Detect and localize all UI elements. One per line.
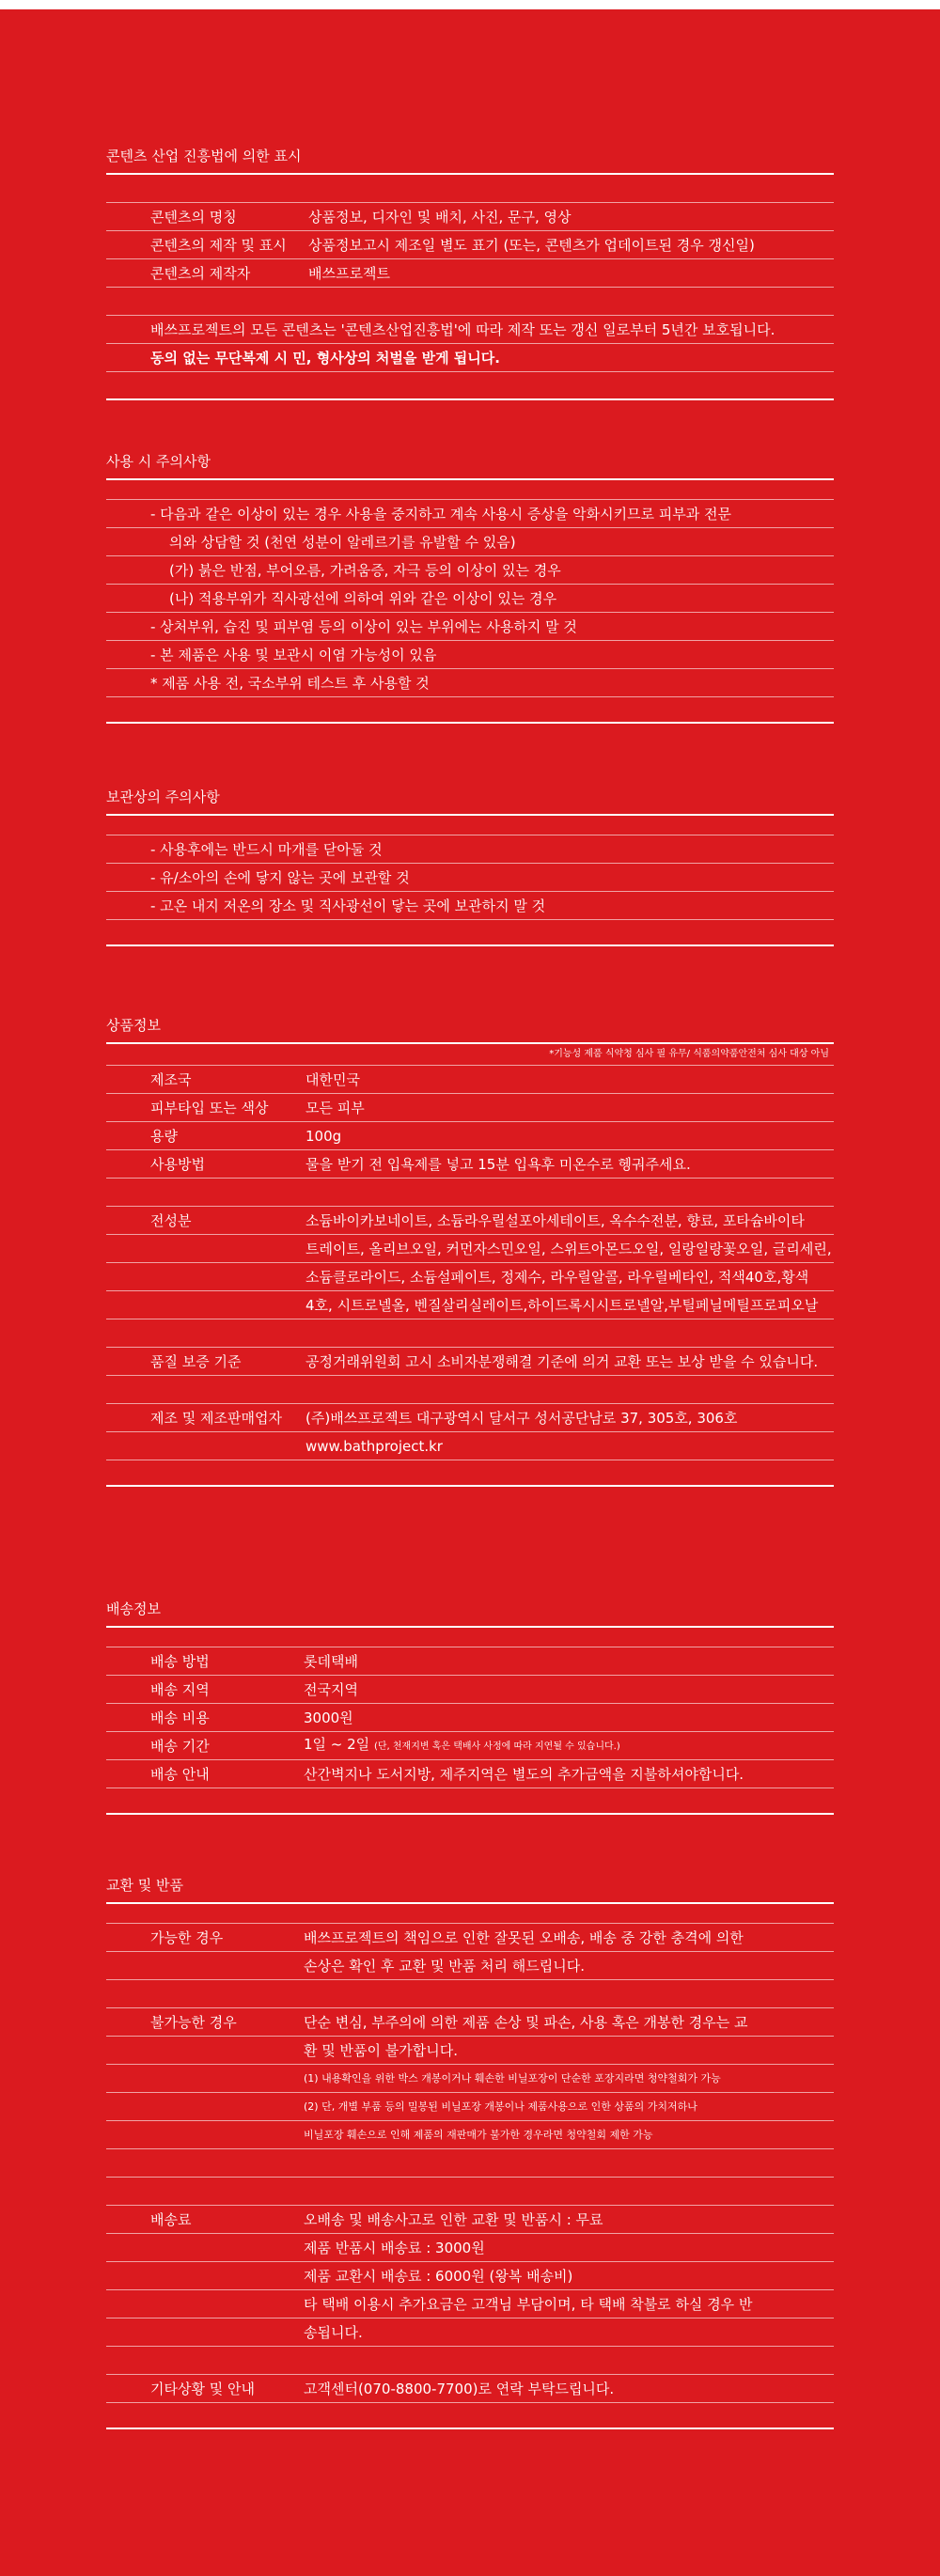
row-label: 피부타입 또는 색상 xyxy=(150,1099,269,1116)
info-row xyxy=(106,1263,834,1291)
row-value: 100g xyxy=(306,1127,342,1145)
row-value: 물을 받기 전 입욕제를 넣고 15분 입욕후 미온수로 헹궈주세요. xyxy=(306,1155,691,1173)
blank-row xyxy=(106,1179,834,1207)
section-title: 상품정보 xyxy=(106,1017,161,1034)
blank-row xyxy=(106,175,834,203)
blank-row xyxy=(106,1628,834,1647)
content-notice-section xyxy=(106,147,834,400)
blank-row xyxy=(106,1319,834,1348)
info-row xyxy=(106,1647,834,1676)
blank-row xyxy=(106,288,834,316)
storage-text: - 유/소아의 손에 닿지 않는 곳에 보관할 것 xyxy=(150,868,410,886)
section-title: 보관상의 주의사항 xyxy=(106,788,220,805)
blank-row xyxy=(106,1904,834,1924)
notice-warning: 동의 없는 무단복제 시 민, 형사상의 처벌을 받게 됩니다. xyxy=(150,349,500,367)
blank-row xyxy=(106,2347,834,2375)
blank-row xyxy=(106,2403,834,2428)
row-value: 손상은 확인 후 교환 및 반품 처리 해드립니다. xyxy=(304,1957,585,1975)
product-info-section xyxy=(106,1016,834,1487)
section-end-rule xyxy=(106,1813,834,1815)
caution-text: - 다음과 같은 이상이 있는 경우 사용을 중지하고 계속 사용시 증상을 악화시키므로 피부과 전문 xyxy=(150,505,732,523)
row-label: 배송 비용 xyxy=(150,1709,210,1726)
row-label: 용량 xyxy=(150,1127,178,1145)
row-value: 고객센터(070-8800-7700)로 연락 부탁드립니다. xyxy=(304,2380,615,2397)
info-row xyxy=(106,1235,834,1263)
row-label: 사용방법 xyxy=(150,1155,205,1173)
blank-row xyxy=(106,1460,834,1485)
row-label: 배송 방법 xyxy=(150,1652,210,1670)
section-end-rule xyxy=(106,945,834,946)
info-row xyxy=(106,1348,834,1376)
ingredients-text: 소듐바이카보네이트, 소듐라우릴설포아세테이트, 옥수수전분, 향료, 포타슘바이타 xyxy=(306,1211,805,1229)
info-row xyxy=(106,1760,834,1788)
row-value: 송됩니다. xyxy=(304,2323,363,2341)
row-value: 제품 교환시 배송료 : 6000원 (왕복 배송비) xyxy=(304,2267,573,2285)
section-title: 콘텐츠 산업 진흥법에 의한 표시 xyxy=(106,148,302,164)
caution-text: 의와 상담할 것 (천연 성분이 알레르기를 유발할 수 있음) xyxy=(169,533,516,551)
blank-row xyxy=(106,2149,834,2178)
section-end-rule xyxy=(106,1485,834,1487)
caution-line xyxy=(106,500,834,528)
row-value xyxy=(304,1735,834,1756)
info-row xyxy=(106,1676,834,1704)
shipping-period-note: (단, 천재지변 혹은 택배사 사정에 따라 지연될 수 있습니다.) xyxy=(373,1741,620,1752)
row-note: 비닐포장 훼손으로 인해 제품의 재판매가 불가한 경우라면 청약철회 제한 가능 xyxy=(304,2128,653,2141)
blank-row xyxy=(106,697,834,722)
product-info-note: *기능성 제품 식약청 심사 필 유무/ 식품의약품안전처 심사 대상 아님 xyxy=(106,1044,834,1066)
row-value: 환 및 반품이 불가합니다. xyxy=(304,2041,458,2059)
ingredients-text: 소듐클로라이드, 소듐설페이트, 정제수, 라우릴알콜, 라우릴베타인, 적색40호,황색 xyxy=(306,1268,809,1286)
row-value: 제품 반품시 배송료 : 3000원 xyxy=(304,2239,485,2256)
row-value: 배쓰프로젝트 xyxy=(308,264,390,282)
storage-line xyxy=(106,835,834,864)
row-label: 품질 보증 기준 xyxy=(150,1352,242,1370)
ingredients-text: 트레이트, 올리브오일, 커먼자스민오일, 스위트아몬드오일, 일랑일랑꽃오일, 글리세린, xyxy=(306,1240,832,1257)
row-value: (주)배쓰프로젝트 대구광역시 달서구 성서공단남로 37, 305호, 306호 xyxy=(306,1409,738,1427)
row-value: 배쓰프로젝트의 책임으로 인한 잘못된 오배송, 배송 중 강한 충격에 의한 xyxy=(304,1928,744,1946)
info-row xyxy=(106,231,834,259)
row-label: 가능한 경우 xyxy=(150,1928,224,1946)
info-row xyxy=(106,1924,834,1952)
info-row xyxy=(106,2121,834,2149)
row-note: (1) 내용확인을 위한 박스 개봉이거나 훼손한 비닐포장이 단순한 포장지라면 청약철회가 가능 xyxy=(304,2071,721,2084)
blank-row xyxy=(106,816,834,835)
top-white-bar xyxy=(0,0,940,9)
info-row xyxy=(106,1094,834,1122)
row-label: 배송 지역 xyxy=(150,1680,210,1698)
section-end-rule xyxy=(106,398,834,400)
row-label: 배송료 xyxy=(150,2210,192,2228)
row-label: 전성분 xyxy=(150,1211,192,1229)
blank-row xyxy=(106,920,834,945)
info-row xyxy=(106,1952,834,1980)
row-value: 상품정보고시 제조일 별도 표기 (또는, 콘텐츠가 업데이트된 경우 갱신일) xyxy=(308,236,755,254)
row-label: 배송 안내 xyxy=(150,1765,210,1783)
storage-text: - 사용후에는 반드시 마개를 닫아둘 것 xyxy=(150,840,383,858)
info-row xyxy=(106,2037,834,2065)
info-row xyxy=(106,1207,834,1235)
storage-line xyxy=(106,864,834,892)
usage-caution-section xyxy=(106,452,834,724)
row-value: 롯데택배 xyxy=(304,1652,358,1670)
section-title: 배송정보 xyxy=(106,1600,161,1617)
storage-caution-section xyxy=(106,788,834,946)
section-title: 사용 시 주의사항 xyxy=(106,453,211,470)
row-value: 공정거래위원회 고시 소비자분쟁해결 기준에 의거 교환 또는 보상 받을 수 있습니다. xyxy=(306,1352,819,1370)
blank-row xyxy=(106,372,834,398)
info-row xyxy=(106,2008,834,2037)
website-link[interactable]: www.bathproject.kr xyxy=(306,1437,443,1455)
row-label: 배송 기간 xyxy=(150,1737,210,1755)
row-value: 전국지역 xyxy=(304,1680,358,1698)
notice-text: 배쓰프로젝트의 모든 콘텐츠는 '콘텐츠산업진흥법'에 따라 제작 또는 갱신 일로부터 5년간 보호됩니다. xyxy=(150,320,776,338)
info-row xyxy=(106,2065,834,2093)
row-value: 단순 변심, 부주의에 의한 제품 손상 및 파손, 사용 혹은 개봉한 경우는 교 xyxy=(304,2013,748,2031)
notice-row xyxy=(106,344,834,372)
row-label: 제조국 xyxy=(150,1070,192,1088)
blank-row xyxy=(106,1376,834,1404)
info-row xyxy=(106,1404,834,1432)
row-value: 오배송 및 배송사고로 인한 교환 및 반품시 : 무료 xyxy=(304,2210,603,2228)
row-label: 제조 및 제조판매업자 xyxy=(150,1409,282,1427)
caution-line xyxy=(106,556,834,585)
info-row xyxy=(106,2375,834,2403)
notice-row xyxy=(106,316,834,344)
shipping-period: 1일 ~ 2일 xyxy=(304,1736,370,1753)
info-row xyxy=(106,203,834,231)
storage-line xyxy=(106,892,834,920)
row-value: 모든 피부 xyxy=(306,1099,365,1116)
caution-text: (나) 적용부위가 직사광선에 의하여 위와 같은 이상이 있는 경우 xyxy=(169,589,557,607)
caution-line xyxy=(106,585,834,613)
caution-text: - 본 제품은 사용 및 보관시 이염 가능성이 있음 xyxy=(150,646,437,664)
row-label: 기타상황 및 안내 xyxy=(150,2380,255,2397)
blank-row xyxy=(106,2178,834,2206)
info-row xyxy=(106,1732,834,1760)
info-row xyxy=(106,1704,834,1732)
info-row xyxy=(106,1122,834,1150)
row-label: 콘텐츠의 명칭 xyxy=(150,208,237,226)
info-row xyxy=(106,259,834,288)
caution-line xyxy=(106,528,834,556)
blank-row xyxy=(106,1788,834,1813)
caution-text: - 상처부위, 습진 및 피부염 등의 이상이 있는 부위에는 사용하지 말 것 xyxy=(150,617,577,635)
info-row xyxy=(106,2262,834,2290)
row-label: 콘텐츠의 제작 및 표시 xyxy=(150,236,287,254)
row-note: (2) 단, 개별 부품 등의 밀봉된 비닐포장 개봉이나 제품사용으로 인한 상품의 가치저하나 xyxy=(304,2100,697,2113)
info-row xyxy=(106,2318,834,2347)
row-value: 대한민국 xyxy=(306,1070,360,1088)
section-end-rule xyxy=(106,2428,834,2429)
row-value: 타 택배 이용시 추가요금은 고객님 부담이며, 타 택배 착불로 하실 경우 반 xyxy=(304,2295,753,2313)
exchange-section xyxy=(106,1876,834,2429)
row-value: 상품정보, 디자인 및 배치, 사진, 문구, 영상 xyxy=(308,208,572,226)
caution-line xyxy=(106,641,834,669)
caution-line xyxy=(106,669,834,697)
section-title: 교환 및 반품 xyxy=(106,1877,183,1894)
storage-text: - 고온 내지 저온의 장소 및 직사광선이 닿는 곳에 보관하지 말 것 xyxy=(150,897,546,914)
info-row xyxy=(106,1066,834,1094)
row-label: 콘텐츠의 제작자 xyxy=(150,264,251,282)
caution-text: (가) 붉은 반점, 부어오름, 가려움증, 자극 등의 이상이 있는 경우 xyxy=(169,561,561,579)
row-value: 산간벽지나 도서지방, 제주지역은 별도의 추가금액을 지불하셔야합니다. xyxy=(304,1765,744,1783)
info-row xyxy=(106,2234,834,2262)
ingredients-text: 4호, 시트로넬올, 벤질살리실레이트,하이드록시시트로넬알,부틸페닐메틸프로피오날 xyxy=(306,1296,819,1314)
row-value: 3000원 xyxy=(304,1709,353,1726)
info-row xyxy=(106,2290,834,2318)
info-row xyxy=(106,2206,834,2234)
info-row xyxy=(106,2093,834,2121)
caution-line xyxy=(106,613,834,641)
caution-text: * 제품 사용 전, 국소부위 테스트 후 사용할 것 xyxy=(150,674,430,692)
section-end-rule xyxy=(106,722,834,724)
blank-row xyxy=(106,480,834,500)
info-row xyxy=(106,1432,834,1460)
blank-row xyxy=(106,1980,834,2008)
shipping-section xyxy=(106,1600,834,1815)
info-row xyxy=(106,1291,834,1319)
row-label: 불가능한 경우 xyxy=(150,2013,237,2031)
info-row xyxy=(106,1150,834,1179)
